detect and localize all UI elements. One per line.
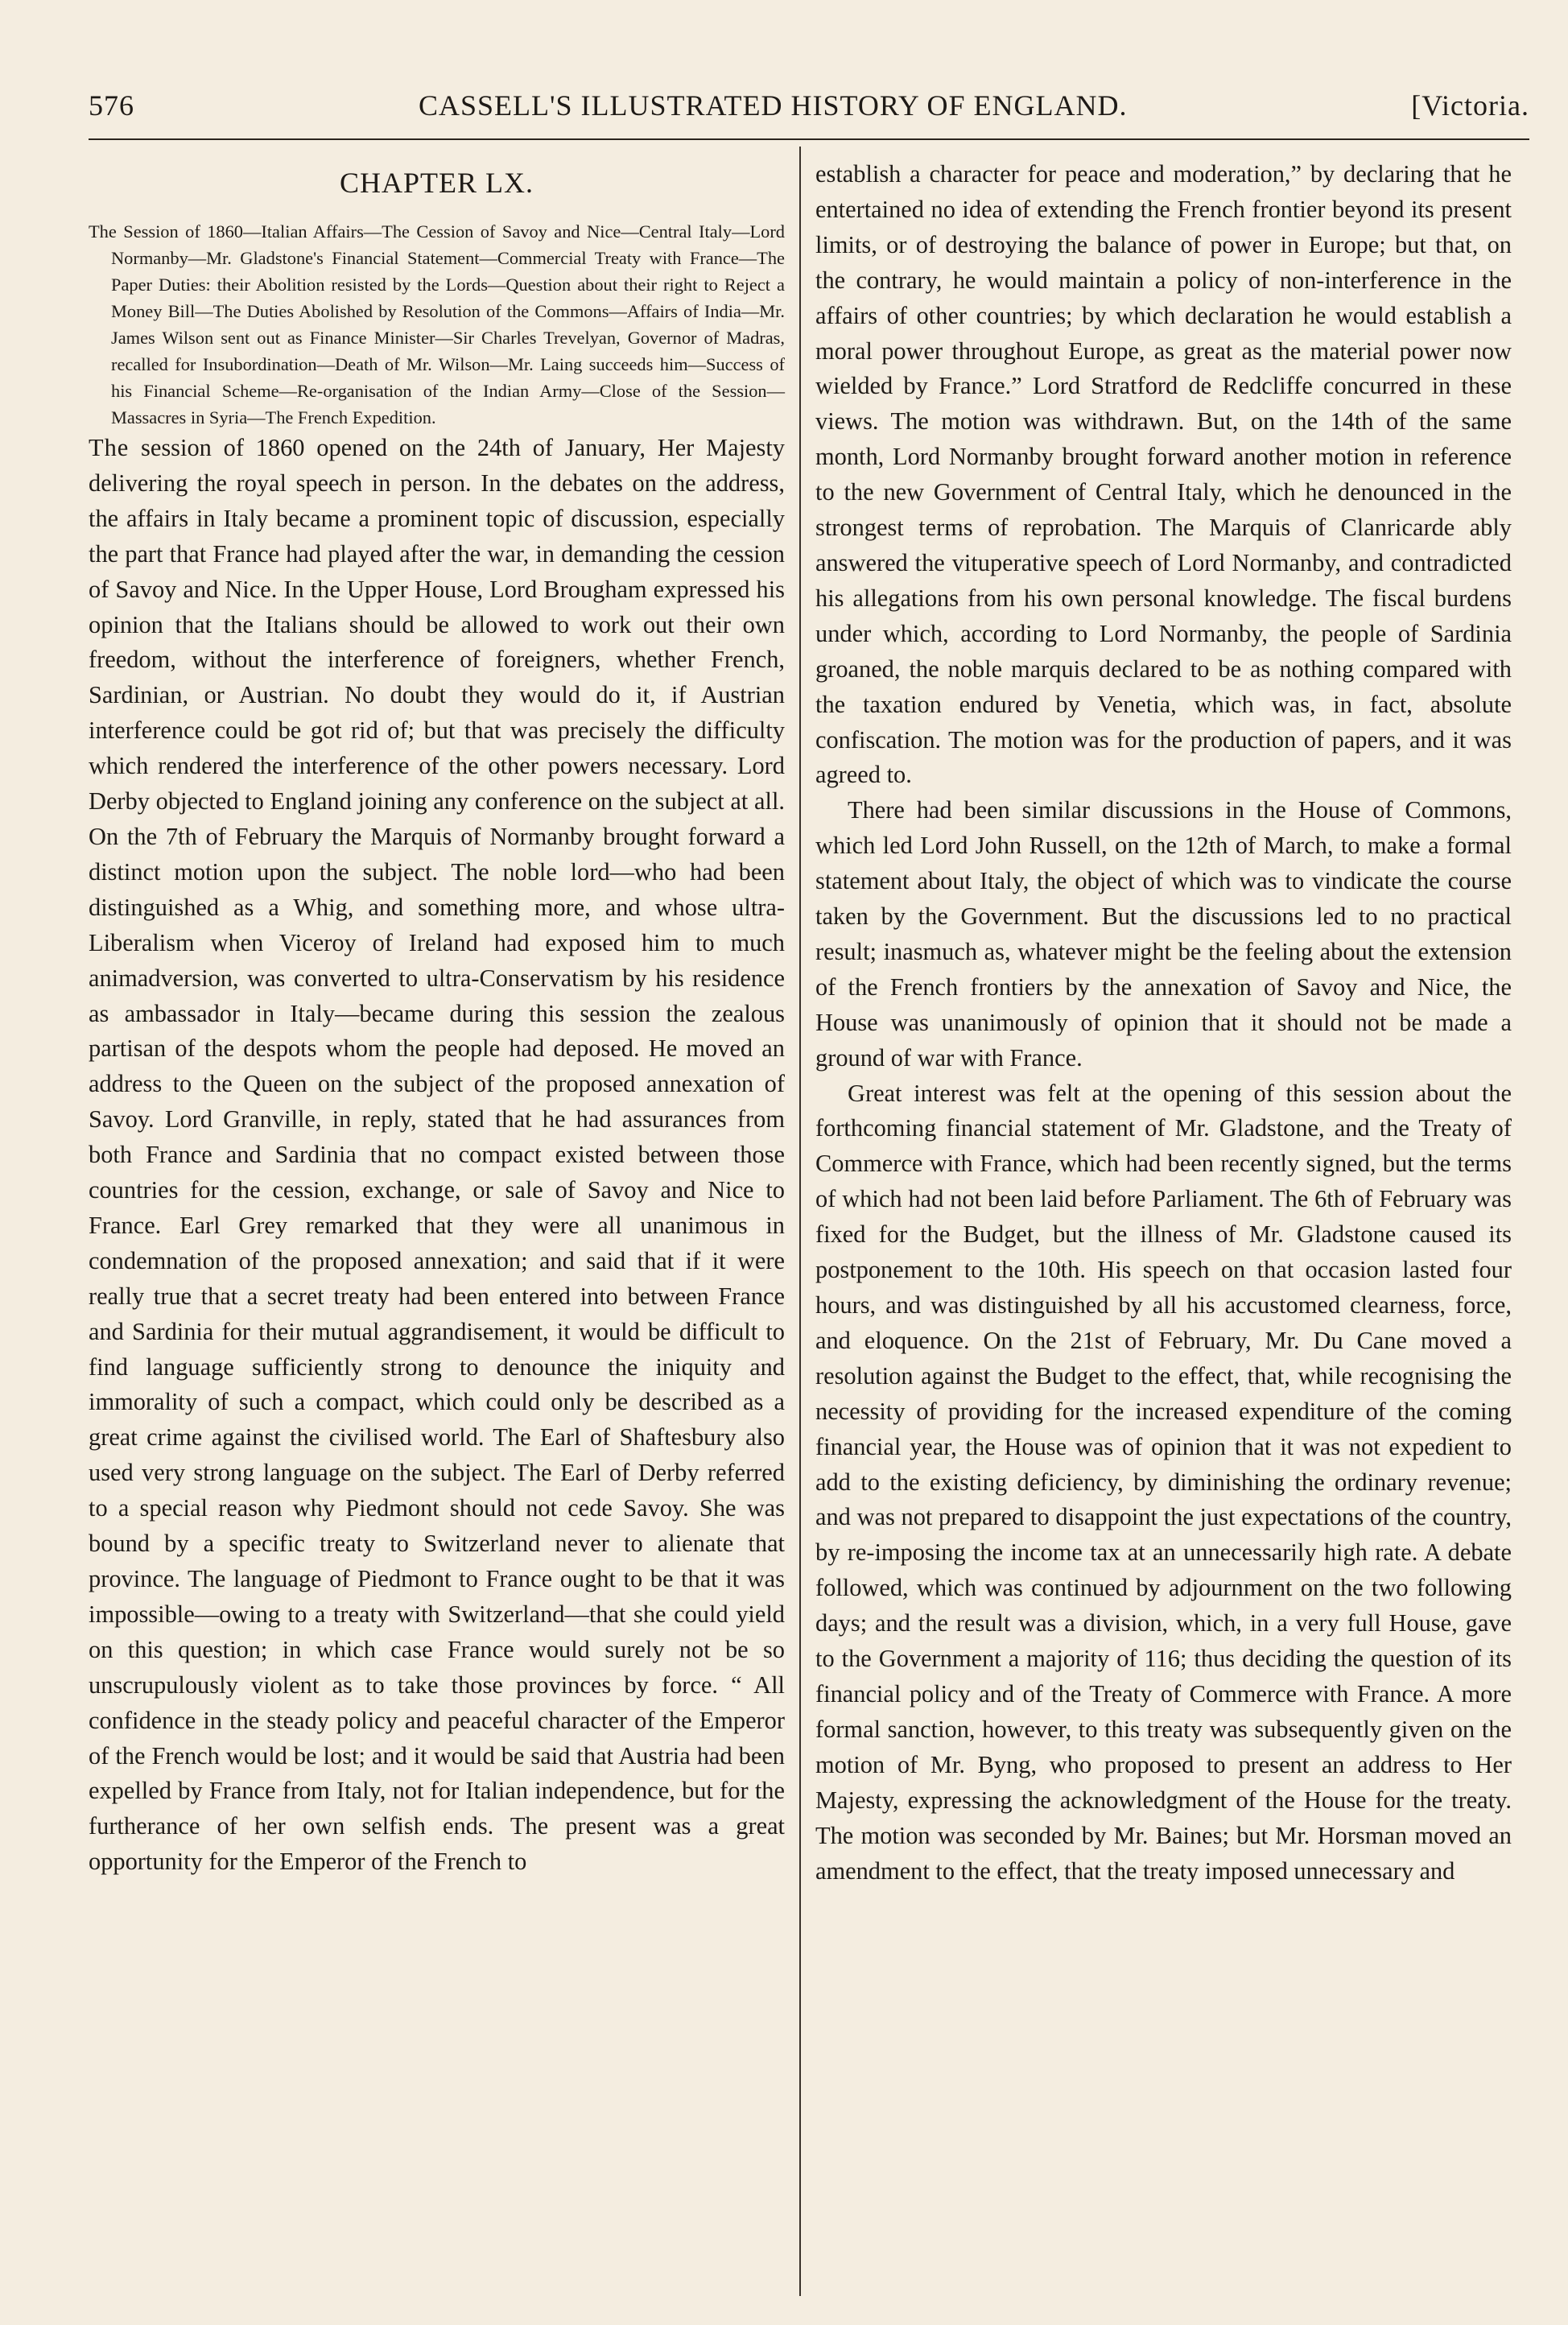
chapter-synopsis: The Session of 1860—Italian Affairs—The Cession of Savoy and Nice—Central Italy—Lord Normanby—Mr. Gladstone's Financial Statement—Commercial Treaty with France—The Paper Duties: their Abolition resisted by the Lords—Question about their right to Reject a Money Bill—The Duties Abolished by Resolution of the Commons—Affairs of India—Mr. James Wilson sent out as Finance Minister—Sir Charles Trevelyan, Governor of Madras, recalled for Insubordination—Death of Mr. Wilson—Mr. Laing succeeds him—Success of his Financial Scheme—Re-organisation of the Indian Army—Close of the Session—Massacres in Syria—The French Expedition. <box>89 221 785 427</box>
running-title: CASSELL'S ILLUSTRATED HISTORY OF ENGLAND. <box>419 89 1128 122</box>
right-paragraph-1: establish a character for peace and moderation,” by declaring that he entertained no idea of extending the French frontier beyond its present limits, or of destroying the balance of power in Europe; but that, on the contrary, he would maintain a policy of non-interference in the affairs of other countries; by which declaration he would establish a moral power throughout Europe, as great as the material power now wielded by France.” Lord Stratford de Redcliffe concurred in these views. The motion was withdrawn. But, on the 14th of the same month, Lord Normanby brought forward another motion in reference to the new Government of Central Italy, which he denounced in the strongest terms of reprobation. The Marquis of Clanricarde ably answered the vituperative speech of Lord Normanby, and contradicted his allegations from his own personal knowledge. The fiscal burdens under which, according to Lord Normanby, the people of Sardinia groaned, the noble marquis declared to be as nothing compared with the taxation endured by Venetia, which was, in fact, absolute confiscation. The motion was for the production of papers, and it was agreed to. <box>815 160 1512 789</box>
left-paragraph-1 <box>89 431 785 1880</box>
chapter-title: CHAPTER LX. <box>339 167 534 199</box>
section-label: [Victoria. <box>1411 89 1529 122</box>
right-paragraph-3: Great interest was felt at the opening of this session about the forthcoming financial statement of Mr. Gladstone, and the Treaty of Commerce with France, which had been recently signed, but the terms of which had not been laid before Parliament. The 6th of February was fixed for the Budget, but the illness of Mr. Gladstone caused its postponement to the 10th. His speech on that occasion lasted four hours, and was distinguished by all his accustomed clearness, force, and eloquence. On the 21st of February, Mr. Du Cane moved a resolution against the Budget to the effect, that, while recognising the necessity of providing for the increased expenditure of the coming financial year, the House was of opinion that it was not expedient to add to the existing deficiency, by diminishing the ordinary revenue; and was not prepared to disappoint the just expectations of the country, by re-imposing the income tax at an unnecessarily high rate. A debate followed, which was continued by adjournment on the two following days; and the result was a division, which, in a very full House, gave to the Government a majority of 116; thus deciding the question of its financial policy and of the Treaty of Commerce with France. A more formal sanction, however, to this treaty was subsequently given on the motion of Mr. Byng, who proposed to present an address to Her Majesty, expressing the acknowledgment of the House for the treaty. The motion was seconded by Mr. Baines; but Mr. Horsman moved an amendment to the effect, that the treaty imposed unnecessary and <box>815 1079 1512 1885</box>
page-header <box>89 89 1529 137</box>
left-paragraph-1-text: session of 1860 opened on the 24th of January, Her Majesty delivering the royal speech in person. In the debates on the address, the affairs in Italy became a prominent topic of discussion, especially the part that France had played after the war, in demanding the cession of Savoy and Nice. In the Upper House, Lord Brougham expressed his opinion that the Italians should be allowed to work out their own freedom, without the interference of foreigners, whether French, Sardinian, or Austrian. No doubt they would do it, if Austrian interference could be got rid of; but that was precisely the difficulty which rendered the interference of the other powers necessary. Lord Derby objected to England joining any conference on the subject at all. On the 7th of February the Marquis of Normanby brought forward a distinct motion upon the subject. The noble lord—who had been distinguished as a Whig, and something more, and whose ultra-Liberalism when Viceroy of Ireland had exposed him to much animadversion, was converted to ultra-Conservatism by his residence as ambassador in Italy—became during this session the zealous partisan of the despots whom the people had deposed. He moved an address to the Queen on the subject of the proposed annexation of Savoy. Lord Granville, in reply, stated that he had assurances from both France and Sardinia that no compact existed between those countries for the cession, exchange, or sale of Savoy and Nice to France. Earl Grey remarked that they were all unanimous in condemnation of the proposed annexation; and said that if it were really true that a secret treaty had been entered into between France and Sardinia for their mutual aggrandisement, it would be difficult to find language sufficiently strong to denounce the iniquity and immorality of such a compact, which could only be described as a great crime against the civilised world. The Earl of Shaftesbury also used very strong language on the subject. The Earl of Derby referred to a special reason why Piedmont should not cede Savoy. She was bound by a specific treaty to Switzerland never to alienate that province. The language of Piedmont to France ought to be that it was impossible—owing to a treaty with Switzerland—that she could yield on this question; in which case France would surely not be so unscrupulously violent as to take those provinces by force. “ All confidence in the steady policy and peaceful character of the Emperor of the French would be lost; and it would be said that Austria had been expelled by France from Italy, not for Italian independence, but for the furtherance of her own selfish ends. The present was a great opportunity for the Emperor of the French to <box>89 434 785 1876</box>
header-rule <box>89 138 1529 140</box>
column-divider <box>799 147 801 2296</box>
left-column <box>89 157 785 1880</box>
opening-word: The <box>89 434 130 461</box>
page-number: 576 <box>89 89 134 122</box>
right-column <box>815 157 1512 1889</box>
right-paragraph-2: There had been similar discussions in the House of Commons, which led Lord John Russell, on the 12th of March, to make a formal statement about Italy, the object of which was to vindicate the course taken by the Government. But the discussions led to no practical result; inasmuch as, whatever might be the feeling about the extension of the French frontiers by the annexation of Savoy and Nice, the House was unanimously of opinion that it should not be made a ground of war with France. <box>815 796 1512 1072</box>
